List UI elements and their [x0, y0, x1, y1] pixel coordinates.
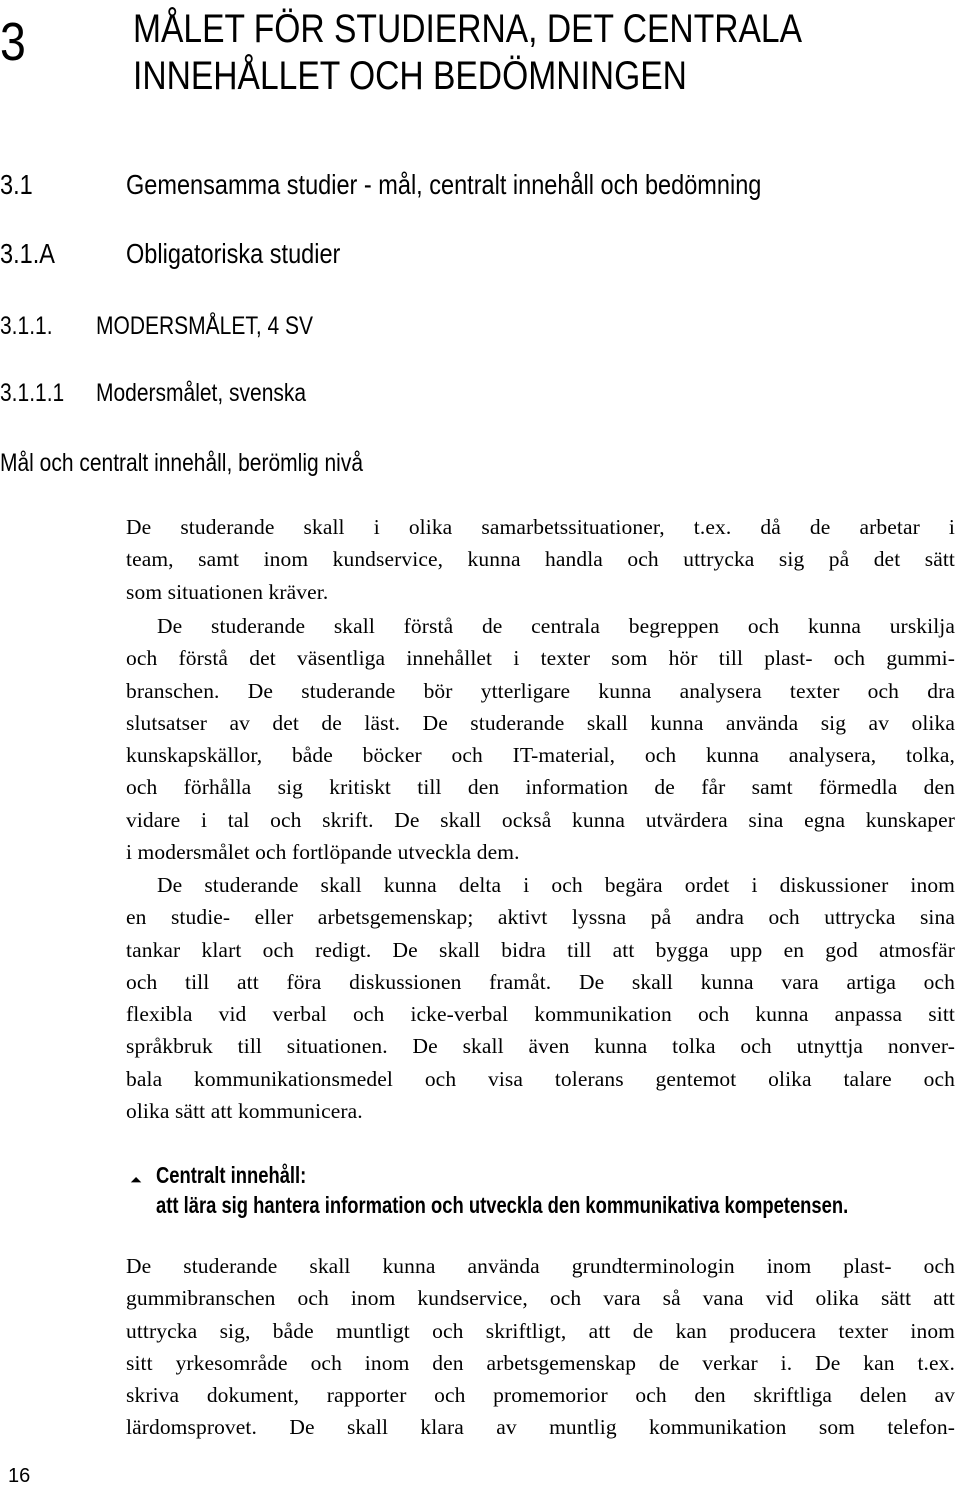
text-line: gummibranschen och inom kundservice, och vara så vana vid olika sätt att [126, 1286, 955, 1311]
paragraph-3 [126, 869, 955, 1127]
text-line: De studerande skall förstå de centrala begreppen och kunna urskilja [157, 614, 955, 638]
text-line: i modersmålet och fortlöpande utveckla dem. [126, 840, 520, 865]
goal-heading: Mål och centralt innehåll, berömlig nivå [0, 449, 364, 477]
text-line: och förstå det väsentliga innehållet i texter som hör till plast- och gummi- [126, 646, 955, 671]
paragraph-1 [126, 511, 955, 608]
text-line: tankar klart och redigt. De skall bidra till att bygga upp en god atmosfär [126, 937, 955, 962]
section-title-3-1-1: MODERSMÅLET, 4 SV [96, 312, 314, 340]
text-line: flexibla vid verbal och icke-verbal kommunikation och kunna anpassa sitt [126, 1002, 955, 1027]
text-line: skriva dokument, rapporter och promemorior och den skriftliga delen av [126, 1383, 955, 1408]
triangle-up-icon: ⏶ [130, 1172, 143, 1189]
text-line: slutsatser av det de läst. De studerande skall kunna använda sig av olika [126, 710, 955, 735]
text-line: olika sätt att kommunicera. [126, 1099, 363, 1124]
text-line: De studerande skall i olika samarbetssituationer, t.ex. då de arbetar i [126, 515, 955, 539]
text-line: uttrycka sig, både muntligt och skriftligt, att de kan producera texter inom [126, 1318, 955, 1343]
content-subheading: att lära sig hantera information och utveckla den kommunikativa kompetensen. [156, 1192, 849, 1218]
text-line: De studerande skall kunna använda grundterminologin inom plast- och [126, 1254, 955, 1278]
section-number-3-1-a: 3.1.A [0, 238, 55, 269]
chapter-title-line-2: INNEHÅLLET OCH BEDÖMNINGEN [133, 54, 687, 98]
page-number: 16 [8, 1465, 31, 1487]
text-line: branschen. De studerande bör ytterligare kunna analysera texter och dra [126, 678, 955, 703]
text-line: sitt yrkesområde och inom den arbetsgemenskap de verkar i. De kan t.ex. [126, 1350, 955, 1375]
text-line: lärdomsprovet. De skall klara av muntlig kommunikation som telefon- [126, 1415, 955, 1440]
chapter-number: 3 [0, 12, 25, 72]
section-number-3-1-1-1: 3.1.1.1 [0, 379, 65, 407]
content-heading: Centralt innehåll: [156, 1162, 307, 1188]
section-title-3-1-1-1: Modersmålet, svenska [96, 379, 307, 407]
chapter-title-line-1: MÅLET FÖR STUDIERNA, DET CENTRALA [133, 7, 803, 51]
text-line: och till att föra diskussionen framåt. De skall kunna vara artiga och [126, 969, 955, 994]
text-line: och förhålla sig kritiskt till den information de får samt förmedla den [126, 775, 955, 800]
text-line: kunskapskällor, både böcker och IT-material, och kunna analysera, tolka, [126, 743, 955, 768]
text-line: en studie- eller arbetsgemenskap; aktivt lyssna på andra och uttrycka sina [126, 905, 955, 930]
text-line: vidare i tal och skrift. De skall också kunna utvärdera sina egna kunskaper [126, 807, 955, 832]
text-line: som situationen kräver. [126, 579, 329, 604]
text-line: De studerande skall kunna delta i och begära ordet i diskussioner inom [157, 873, 955, 897]
section-number-3-1-1: 3.1.1. [0, 312, 53, 340]
paragraph-4 [126, 1250, 955, 1444]
text-line: språkbruk till situationen. De skall även kunna tolka och utnyttja nonver- [126, 1034, 955, 1059]
text-line: team, samt inom kundservice, kunna handla och uttrycka sig på det sätt [126, 547, 955, 572]
paragraph-2 [126, 610, 955, 868]
section-number-3-1: 3.1 [0, 169, 33, 200]
section-title-3-1-a: Obligatoriska studier [126, 238, 341, 269]
section-title-3-1: Gemensamma studier - mål, centralt innehåll och bedömning [126, 169, 762, 200]
text-line: bala kommunikationsmedel och visa tolerans gentemot olika talare och [126, 1066, 955, 1091]
